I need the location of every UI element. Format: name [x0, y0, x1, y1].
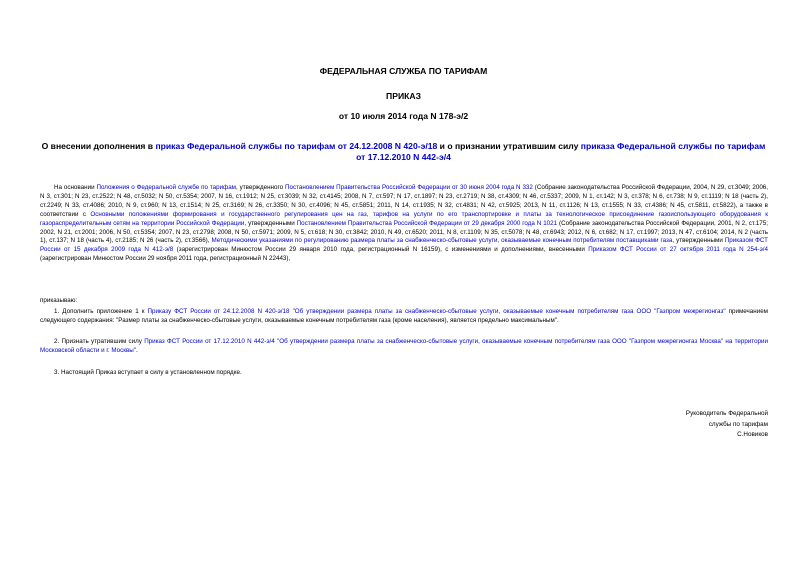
document-title [40, 141, 767, 163]
preamble-text: На основании [54, 184, 97, 191]
signature-position-line1: Руководитель Федеральной [685, 410, 768, 417]
preamble-link-order-254[interactable]: Приказом ФСТ России от 27 октября 2011 года N 254-э/4 [588, 246, 768, 254]
item1-link-order-420[interactable]: Приказу ФСТ России от 24.12.2008 N 420-э/18 "Об утверждении размера платы за снабженческо-сбытовые услуги, оказываемые конечным потребителям газа ООО "Газпром межрегионгаз" [147, 308, 726, 315]
title-text-2: и о признании утратившим силу [437, 141, 581, 151]
agency-heading: ФЕДЕРАЛЬНАЯ СЛУЖБА ПО ТАРИФАМ [319, 66, 488, 76]
preamble-link-order-412[interactable]: Приказом ФСТ России от 15 декабря 2009 года N 412-э/8 [40, 237, 768, 254]
order-item-2 [40, 338, 768, 356]
preamble-link-basic-provisions[interactable]: Основными положениями формирования и государственного регулирования цен на газ, тарифов на услуги по его транспортировке и платы за технологическое присоединение газоиспользующего оборудования к газораспределительным сетям на территории Российской Федерации [40, 210, 768, 227]
preamble-text: , утвержденными [672, 237, 725, 245]
item1-text: 1. Дополнить приложение 1 к [54, 308, 148, 315]
item1-text: примечанием следующего содержания: "Размер платы за снабженческо-сбытовые услуги, оказываемые конечным потребителям газа (кроме населения), является предельно максимальным". [40, 308, 768, 324]
item2-text: 2. Признать утратившим силу [54, 338, 145, 345]
preamble-link-decree-1021[interactable]: Постановлением Правительства Российской Федерации от 29 декабря 2000 года N 1021 [296, 219, 558, 227]
signature-name: С.Новиков [737, 431, 768, 438]
item2-link-order-442[interactable]: Приказ ФСТ России от 17.12.2010 N 442-э/4 "Об утверждении размера платы за снабженческо-сбытовые услуги, оказываемые конечным потребителям газа ООО "Газпром межрегионгаз Москва" на территории Московской области и г. Москвы" [40, 338, 769, 354]
document-type-heading: ПРИКАЗ [386, 91, 421, 101]
title-link-order-442[interactable]: приказа Федеральной службы по тарифам от 17.12.2010 N 442-э/4 [356, 141, 766, 163]
orders-word: приказываю: [40, 297, 78, 304]
signature-block [568, 409, 768, 441]
preamble-link-guidelines[interactable]: Методическими указаниями по регулированию размера платы за снабженческо-сбытовые услуги, оказываемые конечным потребителям поставщиками газа [211, 237, 673, 245]
preamble-link-decree-332[interactable]: Постановлением Правительства Российской Федерации от 30 июня 2004 года N 332 [284, 184, 533, 191]
preamble-text: , утвержденного [235, 184, 285, 191]
signature-position-line2: службы по тарифам [708, 420, 768, 428]
document-date: от 10 июля 2014 года N 178-э/2 [338, 111, 469, 121]
preamble-text: (зарегистрирован Минюстом России 29 ноября 2011 года, регистрационный N 22443), [40, 255, 291, 263]
preamble-text: (Собрание законодательства Российской Федерации, 2004, N 29, ст.3049; 2006, N 3, ст.301; N 23, ст.2522; N 48, ст.5032; N 50, ст.5354; 2007, N 16, ст.1912; N 25, ст.3039; N 32, ст.4145; 2008, N 7, ст.597; N 17, ст.1897; N 23, ст.2719; N 38, ст.4309; N 46, ст.5337; 2009, N 1, ст.142; N 3, ст.378; N 6, ст.738; N 9, ст.1119; N 18 (часть 2), ст.2249; N 33, ст.4086; 2010, N 9, ст.960; N 13, ст.1514; N 25, ст.3169; N 26, ст.3350; N 30, ст.4096; N 45, ст.5851; 2011, N 14, ст.1935; N 32, ст.4831; N 42, ст.5925; 2013, N 11, ст.1126; N 13, ст.1555; N 33, ст.4386; N 45, ст.5811, ст.5822), а также в соответствии с [40, 184, 769, 218]
preamble-text: (Собрание законодательства Российской Федерации, 2001, N 2, ст.175; 2002, N 21, ст.2001; 2006, N 50, ст.5354; 2007, N 23, ст.2798; 2008, N 50, ст.5971; 2009, N 5, ст.618; N 30, ст.3842; 2010, N 49, ст.6520; 2011, N 8, ст.1109; N 35, ст.5078; N 48, ст.6943; 2012, N 6, ст.682; N 17, ст.1997; 2013, N 47, ст.6104; 2014, N 2 (часть 1), ст.137; N 18 (часть 4), ст.2185; N 26 (часть 2), ст.3566), [40, 219, 768, 245]
item2-text: . [136, 346, 138, 354]
title-link-order-420[interactable]: приказ Федеральной службы по тарифам от 24.12.2008 N 420-э/18 [155, 141, 438, 151]
preamble-text: , утвержденными [244, 219, 297, 227]
preamble-paragraph [40, 184, 768, 264]
order-item-1 [40, 308, 768, 326]
title-text-1: О внесении дополнения в [41, 141, 156, 151]
preamble-text: (зарегистрирован Минюстом России 29 января 2010 года, регистрационный N 16159), с изменениями и дополнениями, внесенными [173, 246, 589, 254]
order-item-3: 3. Настоящий Приказ вступает в силу в установленном порядке. [54, 369, 242, 376]
preamble-link-regulation[interactable]: Положения о Федеральной службе по тарифам [96, 184, 236, 191]
